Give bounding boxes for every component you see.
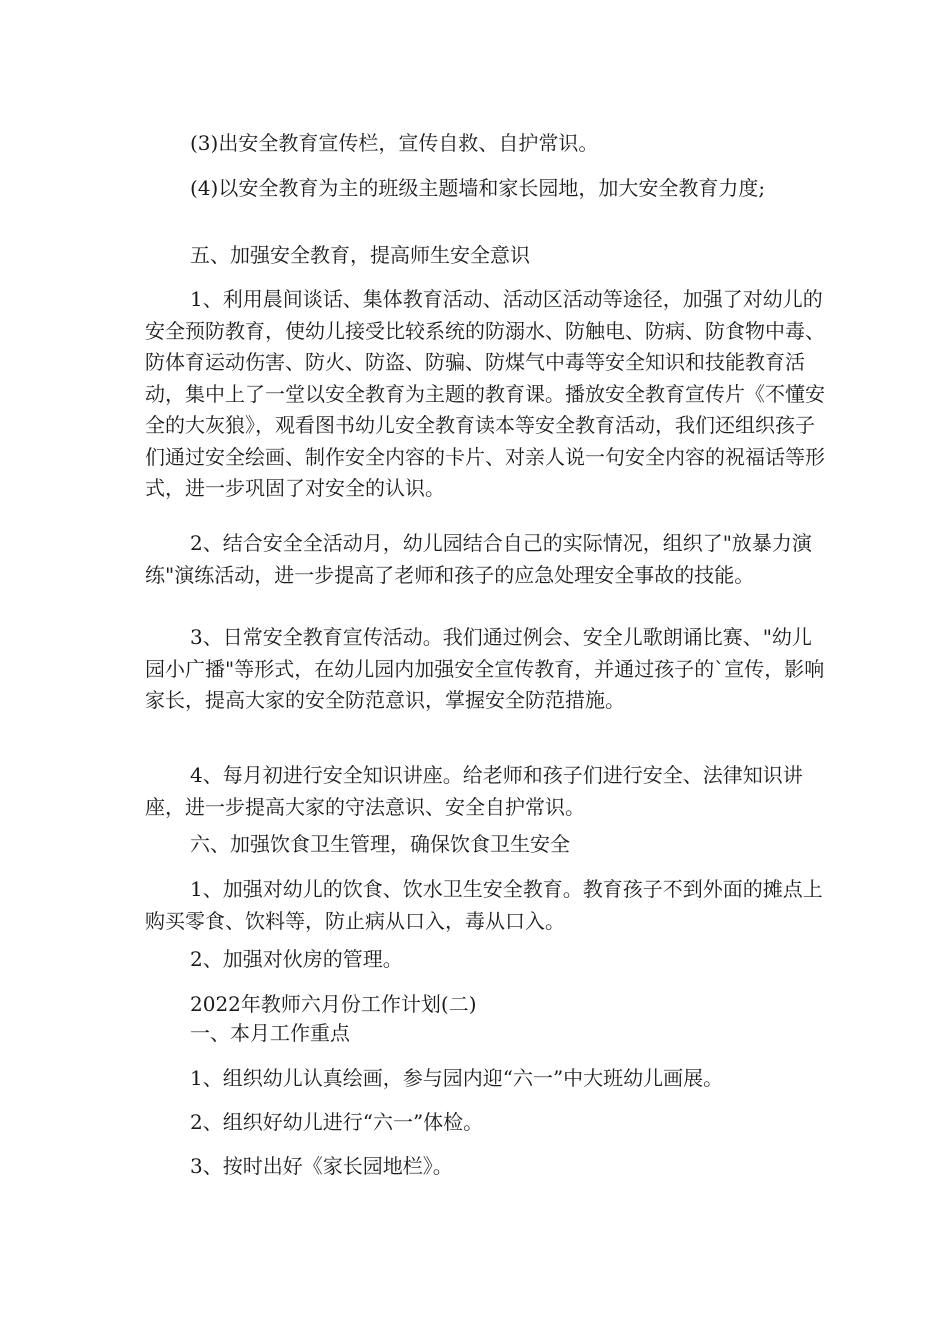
- paragraph-theme-wall: (4)以安全教育为主的班级主题墙和家长园地，加大安全教育力度;: [190, 176, 766, 200]
- section-heading-six: 六、加强饮食卫生管理，确保饮食卫生安全: [190, 832, 570, 856]
- paragraph-safety-board: (3)出安全教育宣传栏，宣传自救、自护常识。: [190, 131, 599, 155]
- focus-item-1: 1、组织幼儿认真绘画，参与园内迎“六一”中大班幼儿画展。: [190, 1066, 724, 1090]
- paragraph-item-1: 1、利用晨间谈话、集体教育活动、活动区活动等途径，加强了对幼儿的安全预防教育，使幼儿接受比较系统的防溺水、防触电、防病、防食物中毒、防体育运动伤害、防火、防盗、防骗、防煤气中毒等安全知识和技能教育活动，集中上了一堂以安全教育为主题的教育课。播放安全教育宣传片《不懂安全的大灰狼》，观看图书幼儿安全教育读本等安全教育活动，我们还组织孩子们通过安全绘画、制作安全内容的卡片、对亲人说一句安全内容的祝福话等形式，进一步巩固了对安全的认识。: [145, 287, 825, 500]
- paragraph-food-2: 2、加强对伙房的管理。: [190, 947, 403, 971]
- focus-item-2: 2、组织好幼儿进行“六一”体检。: [190, 1110, 484, 1134]
- document-subtitle: 2022年教师六月份工作计划(二): [190, 992, 477, 1016]
- section-heading-focus: 一、本月工作重点: [190, 1021, 350, 1045]
- paragraph-item-3: 3、日常安全教育宣传活动。我们通过例会、安全儿歌朗诵比赛、"幼儿园小广播"等形式，在幼儿园内加强安全宣传教育，并通过孩子的`宣传，影响家长，提高大家的安全防范意识，掌握安全防范措施。: [145, 625, 825, 712]
- paragraph-food-1: 1、加强对幼儿的饮食、饮水卫生安全教育。教育孩子不到外面的摊点上购买零食、饮料等，防止病从口入，毒从口入。: [145, 877, 823, 933]
- paragraph-item-2: 2、结合安全全活动月，幼儿园结合自己的实际情况，组织了"放暴力演练"演练活动，进一步提高了老师和孩子的应急处理安全事故的技能。: [145, 531, 812, 587]
- section-heading-five: 五、加强安全教育，提高师生安全意识: [190, 243, 530, 267]
- focus-item-3: 3、按时出好《家长园地栏》。: [190, 1154, 453, 1178]
- paragraph-item-4: 4、每月初进行安全知识讲座。给老师和孩子们进行安全、法律知识讲座，进一步提高大家的守法意识、安全自护常识。: [145, 763, 803, 819]
